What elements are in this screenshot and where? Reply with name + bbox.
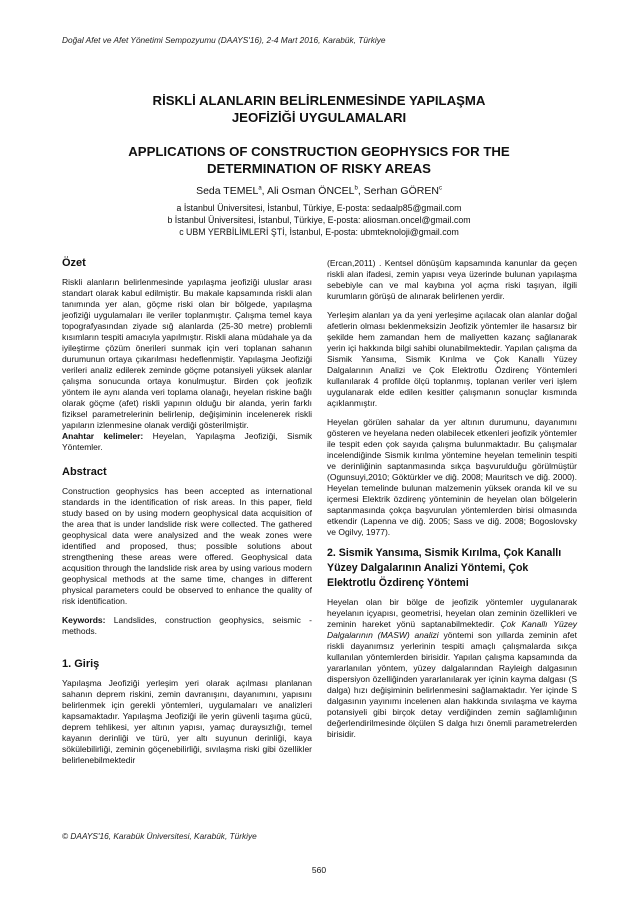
affiliations: [60, 202, 578, 238]
section-2-body: [327, 597, 577, 740]
author-affil-mark: a: [258, 185, 262, 192]
paragraph: Heyelan görülen sahalar da yer altının durumunu, dayanımını gösteren ve heyelana neden olabilecek etkenleri jeofizik yöntemler ile tespit eden çok sayıda çalışma bulunmaktadır. Bu çalışmalar incelendiğinde Sismik kırılma yöntemine heyelan temelinin tespiti ve derinliğinin saptanmasında sıkça başvurulduğu görülmüştür (Ogunsuyi,2010; Göktürkler ve diğ. 2008; Mauritsch ve diğ. 2000). Heyelan temelinde bulunan malzemenin yüksek oranda kil ve su içermesi Elektrik özdirenç yönteminin de heyelan olan bölgelerin saptanmasında çokça başvurulan yöntemlerden birisi olmasında etkendir (Lapenna ve diğ. 2005; Sass ve diğ. 2008; Bogoslovsky ve Ogilvy, 1977).: [327, 417, 577, 537]
turkish-title-line-1: RİSKLİ ALANLARIN BELİRLENMESİNDE YAPILAŞMA: [152, 93, 486, 108]
left-column: [62, 258, 312, 774]
text-run: yöntemi son yıllarda zeminin afet riskli dayanımsız yerlerinin tespiti amaçlı çalışmalarda sıkça kullanılan yöntemlerden birisidir. Yapılan çalışma kapsamında da yararlanılan yöntem, yüzey dalgalarından Rayleigh dalgasının dispersiyon özelliğinden yararlanılarak yer içinin kayma dalgası (S dalga) hızı değişiminin belirlenmesini sağlamaktadır. Yer içinde S dalgasının yayınımı incelenen alan hakkında sıvılaşma ve kayma potansiyeli gibi birçok detay verdiğinden zemin sağlamlığının değerlendirilmesinde ölçülen S dalga hızı önemli parametrelerden birisidir.: [327, 630, 577, 739]
ozet-heading: Özet: [62, 257, 86, 269]
turkish-title-line-2: JEOFİZİĞİ UYGULAMALARI: [231, 110, 407, 125]
paragraph: (Ercan,2011) . Kentsel dönüşüm kapsamında kanunlar da geçen riskli alan ifadesi, zemin yapısı veya üzerinde bulunan yapılaşma sebebiyle can ve mal kaybına yol açma riski taşıyan, ilgili kurumların görüşü de alınarak belirlenen yerdir.: [327, 258, 577, 301]
right-column: [327, 258, 577, 748]
running-head: Doğal Afet ve Afet Yönetimi Sempozyumu (DAAYS'16), 2-4 Mart 2016, Karabük, Türkiye: [62, 35, 386, 45]
affiliation-c: c UBM YERBİLİMLERİ ŞTİ, İstanbul, E-posta: ubmteknoloji@gmail.com: [179, 227, 459, 237]
english-title-line-2: DETERMINATION OF RISKY AREAS: [207, 161, 431, 176]
author-name: Serhan GÖREN: [363, 185, 439, 197]
author-list: Seda TEMEL$^a$, Ali Osman ÖNCEL$^b$, Serhan GÖREN$^c$: [196, 185, 442, 197]
keywords-label: Anahtar kelimeler:: [62, 431, 144, 441]
affiliation-a: a İstanbul Üniversitesi, İstanbul, Türkiye, E-posta: sedaalp85@gmail.com: [176, 203, 462, 213]
abstract-keywords: [62, 615, 312, 637]
page-number: 560: [311, 865, 327, 875]
footer-copyright: © DAAYS'16, Karabük Üniversitesi, Karabük, Türkiye: [62, 831, 257, 841]
english-title-line-1: APPLICATIONS OF CONSTRUCTION GEOPHYSICS FOR THE: [128, 144, 510, 159]
ozet-body: Riskli alanların belirlenmesinde yapılaşma jeofiziği uluslar arası standart olarak kabul edilmiştir. Bu makale kapsamında riskli alan tanımında yer alan, göçme riski olan bir bölgede, yapılaşma jeofiziği uygulamaları ile veriler toplanmıştır. Çalışma temel kaya topografyasından ziyade sığ alanlarda (25-30 metre) problemli kısımların tespiti amacıyla yapılmıştır. Riskli alana müdahale ya da iyileştirme çözüm önerileri sunmak için veri toplanan sahanın durumunun ortaya çıkarılması hedeflenmiştir. Yapılaşma Jeofiziği verileri analiz edilerek zeminde göçme potansiyeli yüksek alanlar çalışma sonucunda ortaya konulmuştur. Birden çok jeofizik yöntem ile aynı alanda veri toplama olanağı, heyelan riskine bağlı olarak göçme (afet) riskli yapının olduğu bir alanda, yerin farklı fiziksel parametrelerinin belirlenip, değişiminin incelenerek riskli yapıların izlenmesine olanak verdiği gösterilmiştir.: [62, 277, 312, 430]
italic-method-name: Çok Kanallı Yüzey Dalgalarının (MASW) analizi: [327, 619, 577, 640]
section-1-heading: 1. Giriş: [62, 658, 100, 670]
keywords-label: Keywords:: [62, 615, 106, 625]
turkish-title: [60, 92, 578, 126]
section-2-heading: 2. Sismik Yansıma, Sismik Kırılma, Çok Kanallı Yüzey Dalgalarının Analizi Yöntemi, Çok Elektrotlu Özdirenç Yöntemi: [327, 547, 562, 589]
author-affil-mark: b: [354, 185, 358, 192]
english-title: [60, 143, 578, 177]
section-1-body: Yapılaşma Jeofiziği yerleşim yeri olarak açılması planlanan sahanın deprem riskini, zemin davranışını, dayanımını, yapısını belirlenmek için gerekli yöntemleri, uygulamaları ve analizleri kapsamaktadır. Yapılaşma Jeofiziği ile yerin güvenli taşıma gücü, deprem tehlikesi, yer altının yapısı, yamaç duraysızlığı, temel kayanın derinliği ve türü, yer altı suyunun derinliği, kaya sökülebilirliği, zeminin göçenebilirliği, sıvılaşma riski gibi özellikler belirlenebilmektedir: [62, 678, 312, 765]
author-name: Seda TEMEL: [196, 185, 259, 197]
author-name: Ali Osman ÖNCEL: [266, 185, 355, 197]
ozet-keywords: [62, 431, 312, 453]
keywords-text: Landslides, construction geophysics, seismic - methods.: [62, 615, 312, 636]
affiliation-b: b İstanbul Üniversitesi, İstanbul, Türkiye, E-posta: aliosman.oncel@gmail.com: [167, 215, 471, 225]
abstract-heading: Abstract: [62, 466, 107, 478]
text-run: Heyelan olan bir bölge de jeofizik yöntemler uygulanarak heyelanın içyapısı, geometrisi, heyelan olan zeminin özellikleri ve zeminin hareket yönü saptanabilmektedir.: [327, 597, 577, 629]
keywords-text: Heyelan, Yapılaşma Jeofiziği, Sismik Yöntemler.: [62, 431, 313, 452]
abstract-body: Construction geophysics has been accepted as international standards in the identification of risk areas. In this paper, field study based on by using modern geophysical data acquisition of the area that is under landslide risk were collected. The gathered geophysical data were analysized and the weak zones were identified and proposed, thus; possible solutions about strengthening these areas were offered. Geophysical data acqusition through the landslide risk area by using various modern geophysical methods at the same time, changes in different physical parameters could be observed to enhance the quality of risk identification.: [62, 486, 312, 606]
paragraph: Yerleşim alanları ya da yeni yerleşime açılacak olan alanlar doğal afetlerin olması beklenmeksizin Jeofizik yöntemler ile hasarsız bir şekilde hem zamandan hem de maliyetten kazanç sağlanarak yerin içi hakkında bilgi sahibi olunabilmektedir. Yapılan çalışma da Sismik Yansıma, Sismik Kırılma ve Çok Kanallı Yüzey Dalgalarının Analizi ve Çok Elektrotlu Özdirenç Yöntemleri kullanılarak 4 profilde ölçü toplanmış, toplanan veriler veri işlem uygulanarak elde edilen kesitler çalışmanın sonuçlar kısmında açıklanmıştır.: [327, 310, 577, 408]
author-affil-mark: c: [438, 185, 442, 192]
